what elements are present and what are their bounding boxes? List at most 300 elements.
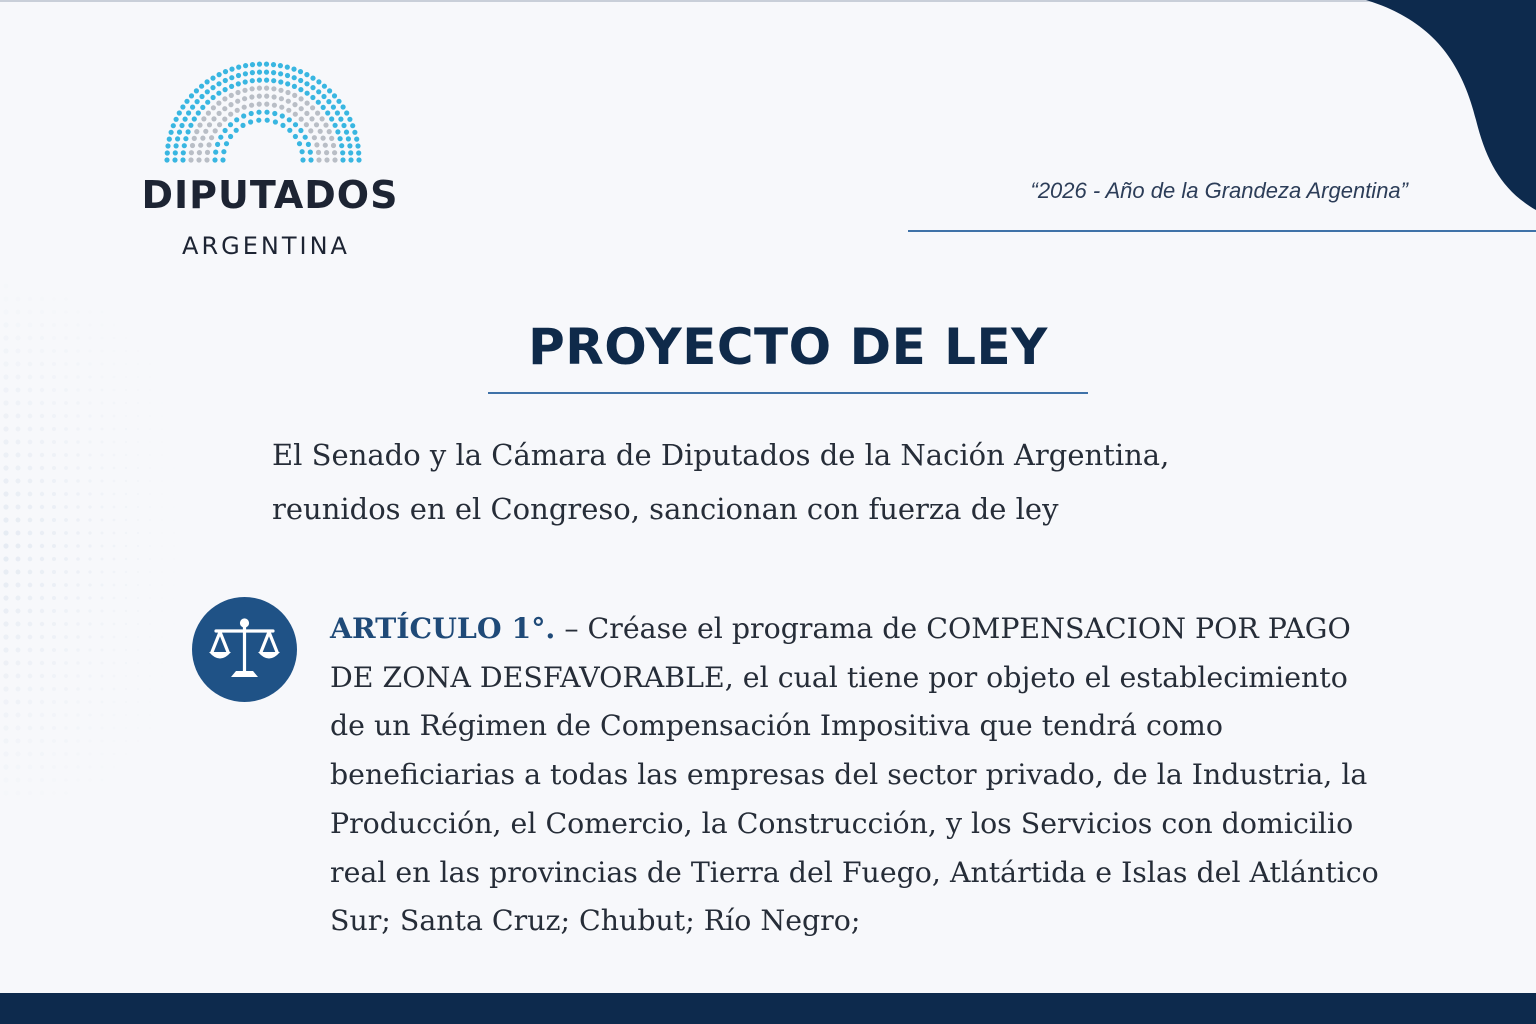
hemicycle-seat-dot <box>229 93 234 98</box>
hemicycle-seat-dot <box>346 136 351 141</box>
background-dot <box>113 454 116 457</box>
background-dot <box>40 570 44 574</box>
background-dot <box>113 610 116 613</box>
background-dot <box>101 506 104 509</box>
background-dot <box>101 350 104 353</box>
background-dot <box>101 467 104 470</box>
title-underline <box>488 392 1088 394</box>
background-dot <box>76 752 80 756</box>
background-dot <box>3 322 8 327</box>
hemicycle-seat-dot <box>298 69 303 74</box>
hemicycle-seat-dot <box>350 123 355 128</box>
hemicycle-seat-dot <box>286 99 291 104</box>
background-dot <box>88 570 91 573</box>
background-dot <box>40 622 44 626</box>
preamble-line: reunidos en el Congreso, sancionan con fuerza de ley <box>272 492 1059 526</box>
background-dot <box>28 518 33 523</box>
background-dot <box>16 557 21 562</box>
hemicycle-seat-dot <box>236 73 241 78</box>
background-dot <box>101 675 104 678</box>
background-dot <box>3 712 8 717</box>
background-dot <box>52 297 56 301</box>
background-dot <box>76 414 80 418</box>
hemicycle-seat-dot <box>304 72 309 77</box>
background-dot <box>28 791 33 796</box>
background-dot <box>28 661 33 666</box>
background-dot <box>76 323 80 327</box>
hemicycle-seat-dot <box>213 128 218 133</box>
hemicycle-seat-dot <box>174 143 179 148</box>
background-dot <box>88 479 91 482</box>
background-dot <box>149 376 151 378</box>
background-dot <box>113 727 116 730</box>
background-dot <box>40 726 44 730</box>
hemicycle-seat-dot <box>310 105 315 110</box>
background-dot <box>113 688 116 691</box>
background-dot <box>16 440 21 445</box>
background-dot <box>125 376 127 378</box>
background-dot <box>76 427 80 431</box>
background-dot <box>3 361 8 366</box>
background-dot <box>101 727 104 730</box>
hemicycle-seat-dot <box>327 129 332 134</box>
background-dot <box>173 610 174 611</box>
background-dot <box>64 479 68 483</box>
hemicycle-seat-dot <box>348 157 353 162</box>
hemicycle-seat-dot <box>308 150 313 155</box>
hemicycle-seat-dot <box>322 84 327 89</box>
background-dot <box>113 428 116 431</box>
background-dot <box>64 401 68 405</box>
background-dot <box>137 623 139 625</box>
background-dot <box>3 647 8 652</box>
article-heading: ARTÍCULO 1°. <box>330 611 556 645</box>
background-dot <box>28 440 33 445</box>
background-dot <box>149 610 151 612</box>
hemicycle-seat-dot <box>243 79 248 84</box>
background-dot <box>16 674 21 679</box>
background-dot <box>40 596 44 600</box>
hemicycle-seat-dot <box>310 85 315 90</box>
diputados-logo <box>130 52 410 262</box>
hemicycle-seat-dot <box>192 136 197 141</box>
background-dot <box>137 389 139 391</box>
background-dot <box>40 466 44 470</box>
background-dot <box>64 726 68 730</box>
article-body: – Créase el programa de COMPENSACION POR PAGO DE ZONA DESFAVORABLE, el cual tiene por objeto el establecimiento de un Régimen de Compensación Impositiva que tendrá como beneficiarias a todas las empresas del sector privado, de la Industria, la Producción, el Comercio, la Construcción, y los Servicios con domicilio real en las provincias de Tierra del Fuego, Antártida e Islas del Atlántico Sur; Santa Cruz; Chubut; Río Negro; <box>330 612 1379 938</box>
hemicycle-seat-dot <box>196 110 201 115</box>
background-dot <box>40 440 44 444</box>
background-dot <box>3 738 8 743</box>
hemicycle-seat-dot <box>224 141 229 146</box>
background-dot <box>28 609 33 614</box>
background-dot <box>52 414 56 418</box>
background-dot <box>161 402 163 404</box>
background-dot <box>137 545 139 547</box>
background-dot <box>101 740 104 743</box>
background-dot <box>40 505 44 509</box>
background-dot <box>101 558 104 561</box>
hemicycle-seat-dot <box>257 78 262 83</box>
background-dot <box>76 583 80 587</box>
hemicycle-seat-dot <box>177 110 182 115</box>
background-dot <box>113 636 116 639</box>
background-dot <box>125 584 127 586</box>
background-dot <box>149 532 151 534</box>
background-dot <box>28 583 33 588</box>
background-dot <box>76 635 80 639</box>
background-dot <box>40 635 44 639</box>
background-dot <box>28 726 33 731</box>
background-dot <box>113 675 116 678</box>
background-dot <box>64 674 68 678</box>
background-dot <box>40 349 44 353</box>
hemicycle-seat-dot <box>242 96 247 101</box>
background-dot <box>52 349 56 353</box>
hemicycle-seat-dot <box>335 110 340 115</box>
background-dot <box>28 752 33 757</box>
hemicycle-seat-dot <box>212 157 217 162</box>
background-dot <box>28 375 33 380</box>
background-dot <box>40 648 44 652</box>
background-dot <box>137 571 139 573</box>
background-dot <box>28 765 33 770</box>
hemicycle-seat-dot <box>257 94 262 99</box>
background-dot <box>101 441 104 444</box>
hemicycle-seat-dot <box>336 99 341 104</box>
background-dot <box>28 427 33 432</box>
background-dot <box>3 517 8 522</box>
background-dot <box>149 493 151 495</box>
hemicycle-seat-dot <box>352 130 357 135</box>
hemicycle-seat-dot <box>316 100 321 105</box>
background-dot <box>3 413 8 418</box>
hemicycle-seat-dot <box>165 150 170 155</box>
background-dot <box>101 701 104 704</box>
background-dot <box>88 752 91 755</box>
hemicycle-seat-dot <box>331 143 336 148</box>
background-dot <box>137 584 139 586</box>
background-dot <box>64 492 68 496</box>
hemicycle-seat-dot <box>285 90 290 95</box>
hemicycle-seat-dot <box>194 129 199 134</box>
background-dot <box>173 519 174 520</box>
background-dot <box>52 310 56 314</box>
background-dot <box>149 649 151 651</box>
background-dot <box>64 310 68 314</box>
background-dot <box>88 531 91 534</box>
background-dot <box>76 674 80 678</box>
background-dot <box>137 714 139 716</box>
background-dot <box>113 753 116 756</box>
hemicycle-seat-dot <box>285 81 290 86</box>
background-dot <box>28 635 33 640</box>
background-dot <box>137 454 139 456</box>
background-dot <box>101 376 104 379</box>
background-dot <box>3 426 8 431</box>
background-dot <box>125 649 127 651</box>
background-dot <box>76 518 80 522</box>
background-dot <box>137 350 139 352</box>
background-dot <box>76 531 80 535</box>
background-dot <box>52 700 56 704</box>
background-dot <box>88 401 91 404</box>
hemicycle-seat-dot <box>257 70 262 75</box>
hemicycle-seat-dot <box>293 122 298 127</box>
background-dot <box>16 570 21 575</box>
background-dot <box>3 452 8 457</box>
background-dot <box>64 791 68 795</box>
background-dot <box>64 596 68 600</box>
background-dot <box>113 506 116 509</box>
background-dot <box>125 402 127 404</box>
hemicycle-seat-dot <box>173 150 178 155</box>
background-dot <box>173 623 174 624</box>
background-dot <box>3 621 8 626</box>
background-dot <box>113 376 116 379</box>
hemicycle-seat-dot <box>309 116 314 121</box>
background-dot <box>52 622 56 626</box>
background-dot <box>40 674 44 678</box>
background-dot <box>101 454 104 457</box>
hemicycle-seat-dot <box>271 70 276 75</box>
background-dot <box>76 622 80 626</box>
background-dot <box>161 467 163 469</box>
hemicycle-seat-dot <box>303 135 308 140</box>
background-dot <box>161 675 163 677</box>
hemicycle-seat-dot <box>207 122 212 127</box>
background-dot <box>64 609 68 613</box>
background-dot <box>76 544 80 548</box>
background-dot <box>52 453 56 457</box>
hemicycle-seat-dot <box>316 79 321 84</box>
background-dot <box>149 389 151 391</box>
background-dot <box>125 545 127 547</box>
hemicycle-seat-dot <box>209 135 214 140</box>
background-dot <box>125 519 127 521</box>
hemicycle-seat-dot <box>235 99 240 104</box>
background-dot <box>3 686 8 691</box>
background-dot <box>76 375 80 379</box>
hemicycle-logo-icon <box>158 58 368 168</box>
hemicycle-seat-dot <box>306 142 311 147</box>
background-dot <box>28 687 33 692</box>
background-dot <box>40 609 44 613</box>
background-dot <box>113 740 116 743</box>
background-dot <box>101 428 104 431</box>
background-dot <box>3 439 8 444</box>
background-dot <box>137 519 139 521</box>
background-dot <box>40 427 44 431</box>
hemicycle-seat-dot <box>249 103 254 108</box>
background-dot <box>101 571 104 574</box>
hemicycle-seat-dot <box>300 149 305 154</box>
background-dot <box>161 571 163 573</box>
hemicycle-seat-dot <box>278 88 283 93</box>
background-dot <box>40 401 44 405</box>
background-dot <box>16 453 21 458</box>
hemicycle-seat-dot <box>222 96 227 101</box>
hemicycle-seat-dot <box>338 136 343 141</box>
background-dot <box>28 570 33 575</box>
hemicycle-seat-dot <box>304 81 309 86</box>
background-dot <box>149 545 151 547</box>
hemicycle-seat-dot <box>183 136 188 141</box>
background-dot <box>149 571 151 573</box>
hemicycle-seat-dot <box>278 79 283 84</box>
hemicycle-seat-dot <box>216 91 221 96</box>
footer-band <box>0 993 1536 1024</box>
hemicycle-seat-dot <box>211 105 216 110</box>
background-dot <box>28 596 33 601</box>
hemicycle-seat-dot <box>344 130 349 135</box>
background-dot <box>52 401 56 405</box>
background-dot <box>64 362 68 366</box>
background-dot <box>173 558 174 559</box>
background-dot <box>88 518 91 521</box>
background-dot <box>101 649 104 652</box>
year-motto: “2026 - Año de la Grandeza Argentina” <box>1030 178 1408 203</box>
hemicycle-seat-dot <box>314 142 319 147</box>
background-dot <box>137 376 139 378</box>
background-dot <box>137 428 139 430</box>
document-title: PROYECTO DE LEY <box>528 318 1048 376</box>
background-dot <box>52 505 56 509</box>
background-dot <box>125 389 127 391</box>
hemicycle-seat-dot <box>222 117 227 122</box>
background-dot <box>173 480 174 481</box>
background-dot <box>76 440 80 444</box>
background-dot <box>52 557 56 561</box>
background-dot <box>88 427 91 430</box>
background-dot <box>76 726 80 730</box>
hemicycle-seat-dot <box>304 111 309 116</box>
hemicycle-seat-dot <box>308 157 313 162</box>
hemicycle-seat-dot <box>305 101 310 106</box>
background-dot <box>52 791 56 795</box>
background-dot <box>125 740 127 742</box>
logo-wordmark: DIPUTADOS <box>141 173 399 217</box>
background-dot <box>16 713 21 718</box>
background-dot <box>16 596 21 601</box>
background-dot <box>16 479 21 484</box>
background-dot <box>137 727 139 729</box>
background-dot <box>40 700 44 704</box>
hemicycle-seat-dot <box>199 94 204 99</box>
hemicycle-seat-dot <box>223 87 228 92</box>
background-dot <box>88 674 91 677</box>
background-dot <box>149 480 151 482</box>
background-dot <box>125 480 127 482</box>
background-dot <box>149 428 151 430</box>
background-dot <box>113 389 116 392</box>
background-dot <box>52 466 56 470</box>
hemicycle-seat-dot <box>326 99 331 104</box>
hemicycle-seat-dot <box>217 72 222 77</box>
background-dot <box>137 532 139 534</box>
background-dot <box>149 636 151 638</box>
hemicycle-seat-dot <box>299 106 304 111</box>
background-dot <box>161 597 163 599</box>
hemicycle-seat-dot <box>293 134 298 139</box>
background-dot <box>88 765 91 768</box>
hemicycle-seat-dot <box>316 150 321 155</box>
preamble-line: El Senado y la Cámara de Diputados de la Nación Argentina, <box>272 438 1170 472</box>
background-dot <box>3 751 8 756</box>
background-dot <box>40 479 44 483</box>
background-dot <box>52 674 56 678</box>
hemicycle-seat-dot <box>338 117 343 122</box>
background-dot <box>113 714 116 717</box>
background-dot <box>64 635 68 639</box>
background-dot <box>52 323 56 327</box>
background-dot <box>101 623 104 626</box>
background-dot <box>101 779 104 782</box>
background-dot <box>88 388 91 391</box>
background-dot <box>28 388 33 393</box>
hemicycle-seat-dot <box>304 122 309 127</box>
background-dot <box>137 441 139 443</box>
background-dot <box>40 544 44 548</box>
background-dot <box>3 491 8 496</box>
hemicycle-seat-dot <box>188 157 193 162</box>
background-dot <box>137 363 139 365</box>
background-dot <box>88 661 91 664</box>
background-dot <box>40 492 44 496</box>
hemicycle-seat-dot <box>310 95 315 100</box>
hemicycle-seat-dot <box>181 150 186 155</box>
hemicycle-seat-dot <box>228 122 233 127</box>
background-dot <box>76 713 80 717</box>
background-dot <box>125 441 127 443</box>
hemicycle-seat-dot <box>279 105 284 110</box>
hemicycle-seat-dot <box>293 112 298 117</box>
background-dot <box>28 739 33 744</box>
background-dot <box>101 584 104 587</box>
background-dot <box>64 713 68 717</box>
background-dot <box>40 453 44 457</box>
hemicycle-seat-dot <box>332 157 337 162</box>
background-dot <box>28 778 33 783</box>
background-dot <box>125 337 127 339</box>
background-dot <box>137 662 139 664</box>
hemicycle-seat-dot <box>229 84 234 89</box>
background-dot <box>3 660 8 665</box>
background-dot <box>125 675 127 677</box>
background-dot <box>113 519 116 522</box>
background-dot <box>76 700 80 704</box>
background-dot <box>28 505 33 510</box>
hemicycle-seat-dot <box>184 99 189 104</box>
background-dot <box>3 725 8 730</box>
background-dot <box>64 297 68 301</box>
background-dot <box>101 766 104 769</box>
background-dot <box>64 687 68 691</box>
hemicycle-seat-dot <box>165 143 170 148</box>
background-dot <box>76 401 80 405</box>
background-dot <box>64 505 68 509</box>
hemicycle-seat-dot <box>333 123 338 128</box>
hemicycle-seat-dot <box>167 137 172 142</box>
background-dot <box>52 362 56 366</box>
background-dot <box>173 532 174 533</box>
background-dot <box>76 336 80 340</box>
background-dot <box>113 701 116 704</box>
hemicycle-seat-dot <box>241 113 246 118</box>
background-dot <box>52 388 56 392</box>
hemicycle-seat-dot <box>192 116 197 121</box>
hemicycle-seat-dot <box>210 76 215 81</box>
